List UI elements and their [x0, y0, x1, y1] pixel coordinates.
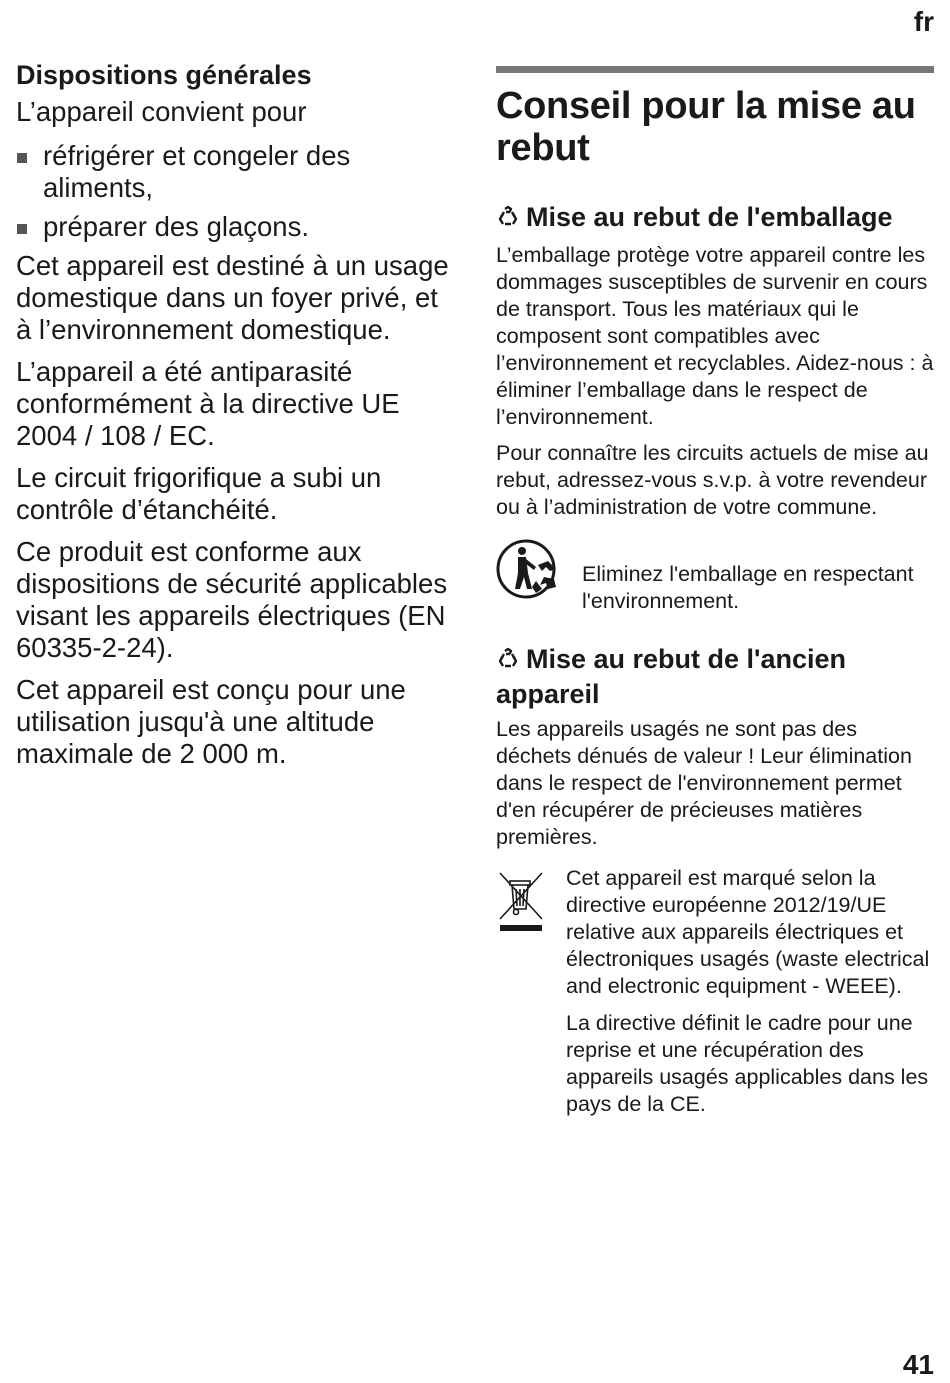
weee-row: [496, 865, 934, 1128]
paragraph-domestic-use: Cet appareil est destiné à un usage domestique dans un foyer privé, et à l’environnement domestique.: [16, 250, 449, 345]
paragraph-leak-test: Le circuit frigorifique a subi un contrôle d’étanchéité.: [16, 462, 382, 525]
paragraph-altitude: Cet appareil est conçu pour une utilisation jusqu'à une altitude maximale de 2 000 m.: [16, 674, 406, 769]
general-provisions-section: [16, 58, 456, 780]
disposal-section: [496, 66, 934, 1128]
disposal-title: Conseil pour la mise au rebut: [496, 85, 916, 169]
packaging-icon-caption: Eliminez l'emballage en respectant l'environnement.: [582, 562, 914, 613]
paragraph-interference: L’appareil a été antiparasité conformément à la directive UE 2004 / 108 / EC.: [16, 356, 400, 451]
recycle-icon: [496, 646, 526, 678]
square-bullet-icon: [17, 153, 27, 163]
packaging-contact-paragraph: Pour connaître les circuits actuels de mise au rebut, adressez-vous s.v.p. à votre revendeur ou à l’administration de votre commune.: [496, 441, 929, 519]
old-appliance-paragraph: Les appareils usagés ne sont pas des déchets dénués de valeur ! Leur élimination dans le respect de l'environnement permet d'en récupérer de précieuses matières premières.: [496, 717, 912, 849]
tidyman-recycle-icon: [496, 537, 572, 610]
recycle-icon: [496, 204, 526, 236]
general-provisions-heading: Dispositions générales: [16, 60, 312, 90]
weee-paragraph: Cet appareil est marqué selon la directive européenne 2012/19/UE relative aux appareils électriques et électroniques usagés (waste electrical and electronic equipment - WEEE).: [566, 866, 930, 998]
weee-text: [566, 865, 934, 1128]
crossed-out-bin-icon: [496, 869, 554, 940]
packaging-icon-row: [496, 535, 934, 615]
intro-text: L’appareil convient pour: [16, 96, 307, 127]
section-rule: [496, 66, 934, 73]
list-item: réfrigérer et congeler des aliments,: [16, 140, 456, 204]
usage-list: [16, 140, 456, 243]
weee-directive-paragraph: La directive définit le cadre pour une reprise et une récupération des appareils usagés applicables dans les pays de la CE.: [566, 1011, 929, 1116]
paragraph-safety-standards: Ce produit est conforme aux dispositions de sécurité applicables visant les appareils électriques (EN 60335-2-24).: [16, 536, 448, 663]
language-tag: fr: [913, 6, 934, 37]
page-number: 41: [902, 1349, 934, 1380]
packaging-paragraph: L’emballage protège votre appareil contre les dommages susceptibles de survenir en cours de transport. Tous les matériaux qui le composent sont compatibles avec l’environnement et recyclables. Aidez-nous : à éliminer l’emballage dans le respect de l’environnement.: [496, 243, 934, 429]
list-item: préparer des glaçons.: [16, 211, 456, 243]
square-bullet-icon: [17, 224, 27, 234]
old-appliance-heading: Mise au rebut de l'ancien appareil: [496, 644, 847, 709]
packaging-heading: Mise au rebut de l'emballage: [496, 201, 934, 236]
